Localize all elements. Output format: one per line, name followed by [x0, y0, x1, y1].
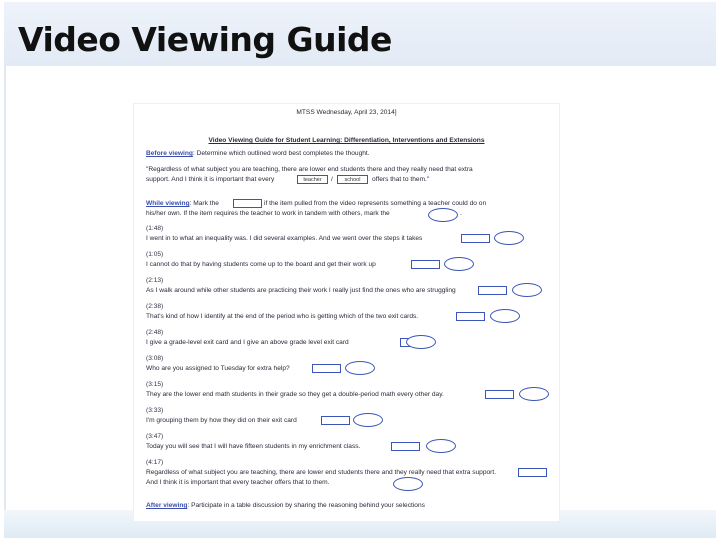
item-3-box[interactable] [478, 286, 507, 295]
viewing-guide-document [133, 103, 560, 522]
before-quote-line1: "Regardless of what subject you are teaching, there are lower end students there and they really need that extra [146, 166, 473, 173]
legend-box-symbol [233, 199, 262, 208]
item-7-oval[interactable] [519, 387, 549, 401]
item-8-oval[interactable] [353, 413, 383, 427]
item-8-box[interactable] [321, 416, 350, 425]
item-4-text: That's kind of how I identify at the end of the period who is getting which of the two exit cards. [146, 313, 419, 320]
after-viewing-line [146, 503, 425, 510]
item-5-text: I give a grade-level exit card and I give an above grade level exit card [146, 339, 349, 346]
item-9-oval[interactable] [426, 439, 456, 453]
item-4-oval[interactable] [490, 309, 520, 323]
item-10-time: (4:17) [146, 459, 164, 466]
item-2-box[interactable] [411, 260, 440, 269]
item-1-text: I went in to what an inequality was. I did several examples. And we went over the steps it takes [146, 235, 423, 242]
item-9-time: (3:47) [146, 433, 164, 440]
item-8-text: I'm grouping them by how they did on their exit card [146, 417, 297, 424]
before-quote-line2-b: offers that to them." [372, 176, 430, 183]
word-choice-teacher[interactable]: teacher [297, 175, 328, 184]
item-2-time: (1:05) [146, 251, 164, 258]
while-line2-b: . [460, 210, 462, 217]
doc-header-line: MTSS Wednesday, April 23, 2014] [296, 109, 397, 116]
while-line1-b: if the item pulled from the video represents something a teacher could do on [264, 200, 487, 207]
before-viewing-label: Before viewing [146, 150, 193, 157]
after-viewing-text: : Participate in a table discussion by sharing the reasoning behind your selections [187, 502, 425, 509]
item-6-oval[interactable] [345, 361, 375, 375]
item-7-time: (3:15) [146, 381, 164, 388]
while-viewing-label: While viewing [146, 200, 190, 207]
item-3-oval[interactable] [512, 283, 542, 297]
item-10-oval[interactable] [393, 477, 423, 491]
item-2-text: I cannot do that by having students come up to the board and get their work up [146, 261, 376, 268]
item-10-text-line2: And I think it is important that every teacher offers that to them. [146, 479, 330, 486]
item-10-text: Regardless of what subject you are teaching, there are lower end students there and they really need that extra support. [146, 469, 497, 476]
item-5-oval[interactable] [406, 335, 436, 349]
item-6-time: (3:08) [146, 355, 164, 362]
after-viewing-label: After viewing [146, 502, 188, 509]
item-5-time: (2:48) [146, 329, 164, 336]
while-line1-a: : Mark the [189, 200, 219, 207]
word-separator: / [331, 176, 333, 183]
item-9-box[interactable] [391, 442, 420, 451]
item-8-time: (3:33) [146, 407, 164, 414]
while-viewing-line1 [146, 201, 219, 208]
before-viewing-line [146, 151, 370, 158]
item-3-text: As I walk around while other students are practicing their work I really just find the ones who are struggling [146, 287, 456, 294]
item-10-box[interactable] [518, 468, 547, 477]
item-9-text: Today you will see that I will have fifteen students in my enrichment class. [146, 443, 361, 450]
item-6-box[interactable] [312, 364, 341, 373]
item-3-time: (2:13) [146, 277, 164, 284]
slide-title: Video Viewing Guide [18, 20, 392, 59]
before-viewing-instruction: : Determine which outlined word best completes the thought. [192, 150, 370, 157]
item-4-time: (2:38) [146, 303, 164, 310]
left-rule [4, 66, 6, 536]
item-6-text: Who are you assigned to Tuesday for extra help? [146, 365, 290, 372]
item-1-box[interactable] [461, 234, 490, 243]
item-4-box[interactable] [456, 312, 485, 321]
item-7-box[interactable] [485, 390, 514, 399]
doc-subtitle: Video Viewing Guide for Student Learning: Differentiation, Interventions and Extensions [208, 137, 485, 144]
item-2-oval[interactable] [444, 257, 474, 271]
legend-oval-symbol [428, 208, 458, 222]
word-choice-school[interactable]: school [337, 175, 368, 184]
item-1-time: (1:48) [146, 225, 164, 232]
before-quote-line2-a: support. And I think it is important that every [146, 176, 275, 183]
while-line2-a: his/her own. If the item requires the teacher to work in tandem with others, mark the [146, 210, 390, 217]
item-7-text: They are the lower end math students in their grade so they get a double-period math every other day. [146, 391, 444, 398]
item-1-oval[interactable] [494, 231, 524, 245]
